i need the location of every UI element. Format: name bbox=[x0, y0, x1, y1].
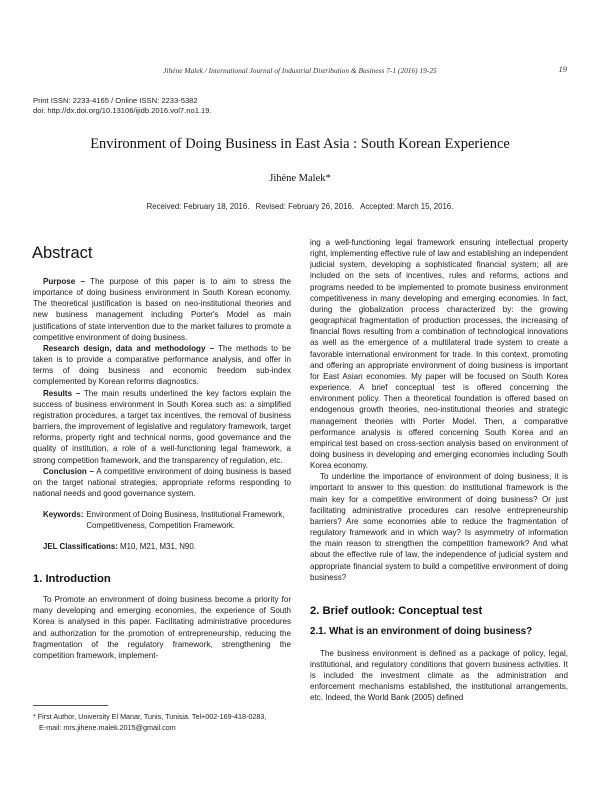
paper-title: Environment of Doing Business in East Asia : South Korean Experience bbox=[90, 136, 510, 152]
jel-label: JEL Classifications: bbox=[43, 542, 118, 552]
right-column bbox=[310, 237, 568, 704]
abstract-heading: Abstract bbox=[32, 244, 93, 262]
purpose-label: Purpose – bbox=[43, 277, 85, 286]
conclusion-label: Conclusion – bbox=[43, 466, 94, 476]
accepted-date: Accepted: March 15, 2016. bbox=[360, 202, 454, 211]
footnote-rule bbox=[33, 705, 108, 706]
page-number: 19 bbox=[558, 64, 567, 74]
subsection-2-1-heading: 2.1. What is an environment of doing business? bbox=[310, 625, 533, 637]
purpose-text: The purpose of this paper is to aim to stress the importance of doing business environment in South Korean economy. The theoretical justification is based on neo-institutional theories and new business management including Porter's Model as main justifications of state intervention due to the market failures to promote a competitive environment of doing business. bbox=[33, 277, 291, 342]
doi-line[interactable]: doi: http://dx.doi.org/10.13106/ijidb.2016.vol7.no1.19. bbox=[33, 106, 212, 115]
received-date: Received: February 18, 2016. bbox=[146, 202, 250, 211]
keywords bbox=[33, 509, 291, 531]
keywords-text: Environment of Doing Business, Institutional Framework, Competitiveness, Competition Framework. bbox=[86, 510, 285, 531]
left-column bbox=[33, 276, 291, 661]
abstract-results bbox=[33, 388, 291, 466]
abstract-purpose bbox=[33, 276, 291, 343]
footnote-email[interactable]: E-mail: mrs.jihene.malek.2015@gmail.com bbox=[39, 722, 176, 732]
footnote bbox=[33, 712, 293, 733]
abstract-conclusion bbox=[33, 466, 291, 499]
section-2-heading: 2. Brief outlook: Conceptual test bbox=[310, 604, 483, 617]
body-paragraph-3: The business environment is defined as a package of policy, legal, institutional, and regulatory conditions that govern business activities. It is included the investment climate as the administration and enforcement mechanisms established, the institutional arrangements, etc. Indeed, the World Bank (2005) defined bbox=[310, 648, 568, 703]
author-name: Jihène Malek* bbox=[269, 173, 331, 184]
revised-date: Revised: February 26, 2016. bbox=[255, 202, 354, 211]
running-head: Jihène Malek / International Journal of Industrial Distribution & Business 7-1 (2016) 19-25 bbox=[163, 66, 437, 75]
results-label: Results – bbox=[43, 388, 81, 398]
jel-text: M10, M21, M31, N90. bbox=[117, 542, 196, 552]
results-text: The main results underlined the key factors explain the success of business environment in South Korea such as: a simplified registration procedures, a target tax incentives, the removal of business barriers, the improvement of legislative and regulatory framework, target reforms, property right and technical norms, good governance and the quality of institution, a role of a well-functioning legal framework, a strong competition framework, and the transparency of regulation, etc. bbox=[33, 388, 291, 465]
body-paragraph-2: To underline the importance of environment of doing business, it is important to answer to this question: do institutional framework is the main key for a competitive environment of doing business? Or just facilitating administrative procedures can resolve entrepreneurship barriers? Are some economies able to reduce the fragmentation of regulatory framework and in which way? Is asymmetry of information the main reason to strengthen the competition framework? And what about the effective rule of law, the independence of judicial system and appropriate financial system to build a competitive environment of doing business? bbox=[310, 472, 568, 582]
abstract-research-design bbox=[33, 343, 291, 388]
footnote-affiliation: * First Author, University El Manar, Tunis, Tunisia. Tel+002-169-418-0283, bbox=[33, 712, 267, 721]
keywords-label: Keywords: bbox=[43, 510, 84, 520]
issn-line: Print ISSN: 2233-4165 / Online ISSN: 2233-5382 bbox=[33, 96, 198, 105]
publication-ids bbox=[33, 96, 212, 116]
conclusion-text: A competitive environment of doing business is based on the target national strategies, appropriate reforms responding to national needs and good governance system. bbox=[33, 466, 291, 498]
research-label: Research design, data and methodology – bbox=[43, 343, 215, 353]
introduction-paragraph: To Promote an environment of doing business become a priority for many developing and emerging economies, the experience of South Korea is analysed in this paper. Facilitating administrative procedures and authorization for the promotion of entrepreneurship, reducing the fragmentation of the regulatory framework, strengthening the competition framework, implement- bbox=[33, 595, 291, 660]
submission-dates bbox=[0, 202, 600, 211]
body-paragraph-1: ing a well-functioning legal framework ensuring intellectual property right, implementing effective rule of law and establishing an independent judicial system, developing a sophisticated financial system; all are included on the sets of incentives, rules and reforms, actions and programs needed to be implemented to promote business environment competitiveness in many developing and emerging economies. In fact, during the globalization process characterized by: the growing geographical fragmentation of production processes, the increasing of financial flows resulting from a combination of technological innovations as well as the emergence of a multilateral trade system to create a favorable international environment for trade. In this context, promoting and offering an appropriate environment of doing business is important for East Asian economies. My paper will be focused on South Korea experience. A brief conceptual test is offered concerning the environment policy. Then a theoretical foundation is offered based on endogenous growth theories, neo-institutional theories and strategic management theories with Porter Model. Then, a comparative performance analysis is offered concerning South Korea and an empirical test based on cross-section analysis based on environment of doing business in developing and emerging economies including South Korea economy. bbox=[310, 238, 568, 471]
research-text: The methods to be taken is to provide a comparative performance analysis, and offer in terms of doing business and economic freedom sub-index complemented by Korean reforms diagnostics. bbox=[33, 343, 291, 387]
jel-classifications bbox=[33, 542, 291, 551]
introduction-heading: 1. Introduction bbox=[33, 573, 111, 586]
